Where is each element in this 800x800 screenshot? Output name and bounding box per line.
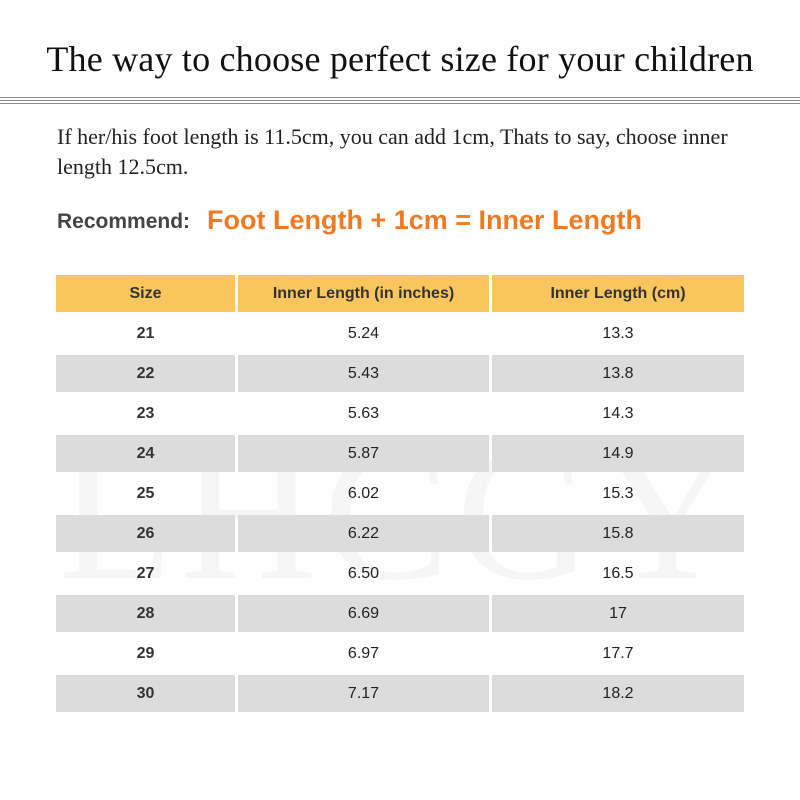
inches-cell: 6.02 (347, 484, 380, 502)
size-cell: 29 (136, 644, 155, 662)
cm-cell: 14.3 (602, 404, 634, 422)
inches-cell: 5.43 (238, 355, 489, 392)
divider-line (0, 97, 800, 98)
cm-cell: 18.2 (492, 675, 744, 712)
cm-cell: 13.8 (492, 355, 744, 392)
size-cell: 25 (136, 484, 155, 502)
header-inner-length-cm: Inner Length (cm) (492, 275, 744, 312)
inches-cell: 5.63 (347, 404, 380, 422)
recommend-label: Recommend: (57, 210, 191, 233)
size-cell: 24 (56, 435, 235, 472)
table-header-row (56, 275, 744, 315)
table-row (56, 435, 744, 475)
page-title: The way to choose perfect size for your children (46, 39, 754, 79)
cm-cell: 13.3 (602, 324, 634, 342)
size-chart-table (56, 275, 744, 715)
size-cell: 27 (136, 564, 155, 582)
size-cell: 21 (136, 324, 155, 342)
table-body (56, 315, 744, 715)
table-row (56, 555, 744, 595)
inches-cell: 7.17 (238, 675, 489, 712)
divider-line (0, 100, 800, 101)
divider-line (0, 103, 800, 104)
size-cell: 30 (56, 675, 235, 712)
cm-cell: 16.5 (602, 564, 634, 582)
inches-cell: 6.22 (238, 515, 489, 552)
instruction-text: If her/his foot length is 11.5cm, you can add 1cm, Thats to say, choose inner length 12.5cm. (57, 124, 728, 179)
inches-cell: 6.69 (238, 595, 489, 632)
cm-cell: 17.7 (602, 644, 634, 662)
recommend-formula: Foot Length + 1cm = Inner Length (207, 205, 643, 235)
header-size: Size (56, 275, 235, 312)
inches-cell: 6.97 (347, 644, 380, 662)
size-cell: 23 (136, 404, 155, 422)
size-cell: 26 (56, 515, 235, 552)
table-row (56, 355, 744, 395)
size-cell: 22 (56, 355, 235, 392)
inches-cell: 6.50 (347, 564, 380, 582)
table-row (56, 595, 744, 635)
inches-cell: 5.24 (347, 324, 380, 342)
table-row (56, 395, 744, 435)
table-row (56, 515, 744, 555)
table-row (56, 675, 744, 715)
table-row (56, 475, 744, 515)
cm-cell: 17 (492, 595, 744, 632)
cm-cell: 14.9 (492, 435, 744, 472)
table-row (56, 315, 744, 355)
cm-cell: 15.8 (492, 515, 744, 552)
inches-cell: 5.87 (238, 435, 489, 472)
cm-cell: 15.3 (602, 484, 634, 502)
size-cell: 28 (56, 595, 235, 632)
table-row (56, 635, 744, 675)
header-inner-length-inches: Inner Length (in inches) (238, 275, 489, 312)
